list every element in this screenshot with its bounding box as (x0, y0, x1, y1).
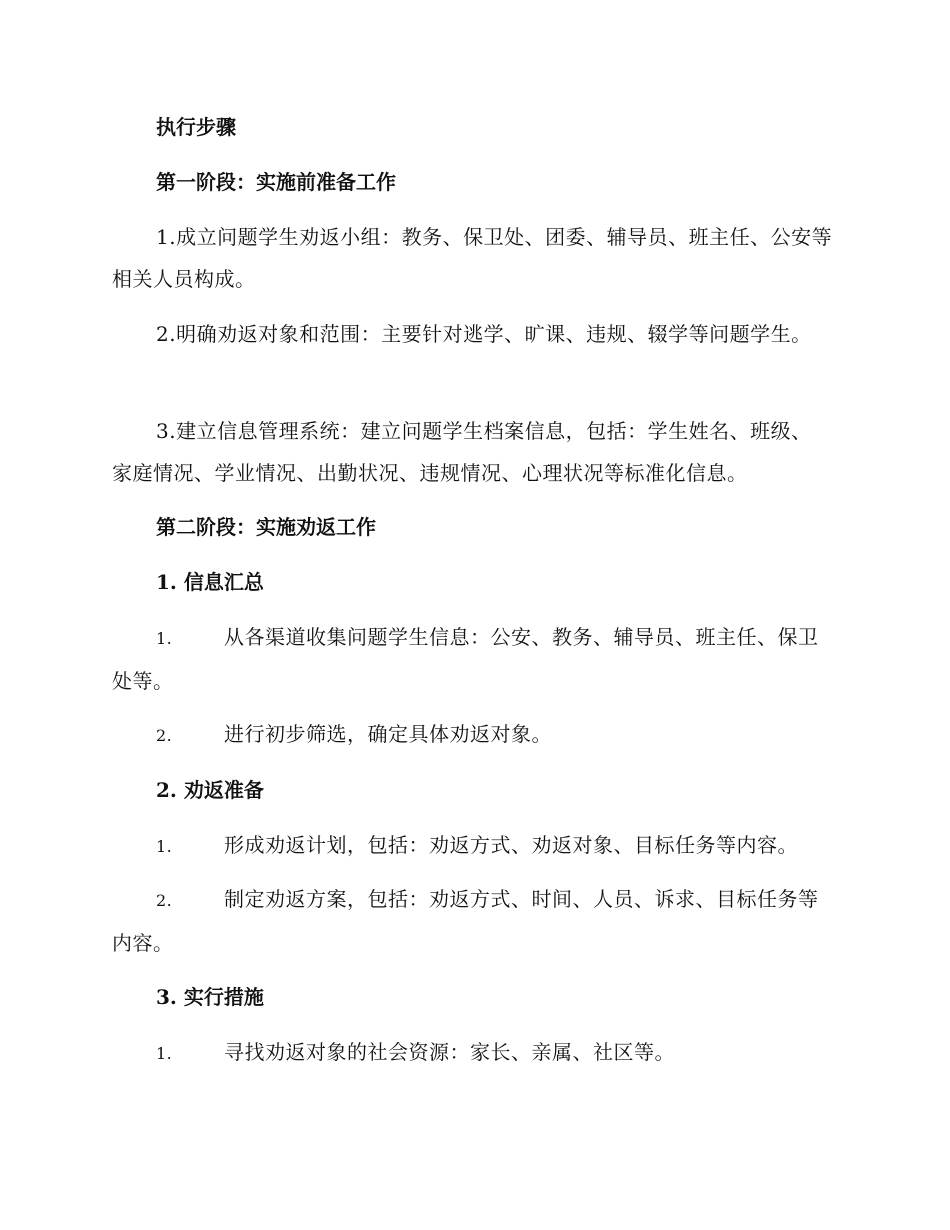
phase2-heading: 第二阶段：实施劝返工作 (156, 515, 376, 539)
phase1-paragraph-2: 2.明确劝返对象和范围：主要针对逃学、旷课、违规、辍学等问题学生。 (156, 322, 812, 346)
list-item-number: 1. (156, 837, 173, 856)
document-title: 执行步骤 (156, 115, 236, 139)
list-item-number: 1. (156, 629, 173, 648)
phase1-paragraph-1: 1.成立问题学生劝返小组：教务、保卫处、团委、辅导员、班主任、公安等相关人员构成。 (112, 225, 833, 291)
section-3-heading: 3. 实行措施 (156, 985, 264, 1009)
list-item-text: 寻找劝返对象的社会资源：家长、亲属、社区等。 (224, 1040, 675, 1064)
list-item-number: 2. (156, 726, 173, 745)
list-item-number: 1. (156, 1044, 173, 1063)
list-item-text: 制定劝返方案，包括：劝返方式、时间、人员、诉求、目标任务等内容。 (112, 887, 819, 955)
phase1-paragraph-3: 3.建立信息管理系统：建立问题学生档案信息，包括：学生姓名、班级、家庭情况、学业情况、出勤状况、违规情况、心理状况等标准化信息。 (112, 419, 812, 485)
list-item-number: 2. (156, 891, 173, 910)
list-item-text: 进行初步筛选，确定具体劝返对象。 (224, 722, 552, 746)
list-item-text: 从各渠道收集问题学生信息：公安、教务、辅导员、班主任、保卫处等。 (112, 625, 819, 693)
list-item (112, 1031, 842, 1075)
section-1-heading: 1. 信息汇总 (156, 570, 264, 594)
list-item (112, 824, 842, 868)
list-item (112, 713, 842, 757)
phase1-heading: 第一阶段：实施前准备工作 (156, 170, 396, 194)
list-item (112, 616, 838, 702)
section-2-heading: 2. 劝返准备 (156, 778, 264, 802)
list-item (112, 878, 838, 964)
list-item-text: 形成劝返计划，包括：劝返方式、劝返对象、目标任务等内容。 (224, 833, 798, 857)
